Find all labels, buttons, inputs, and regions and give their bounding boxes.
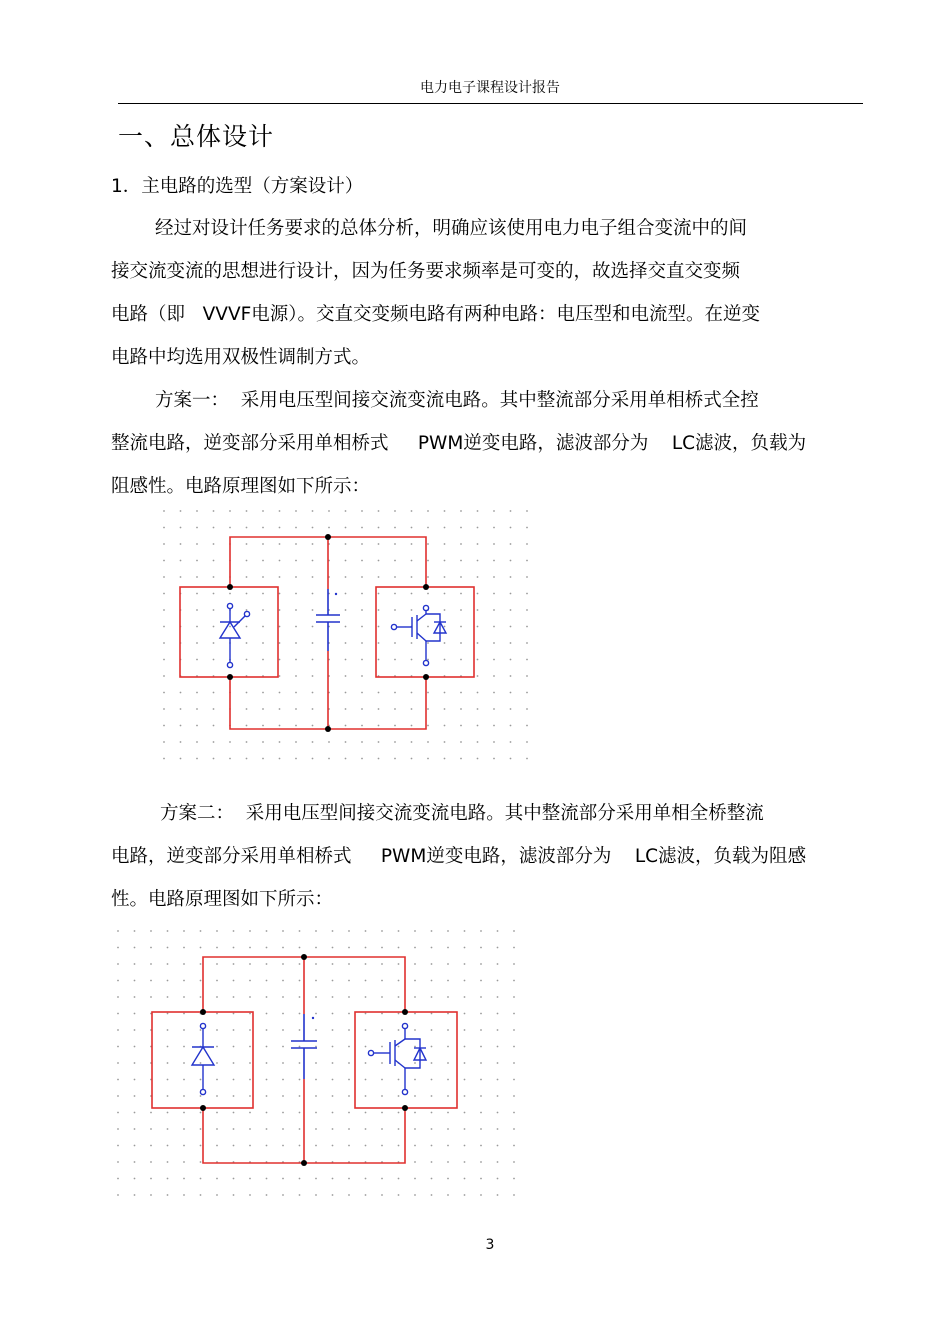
subsection-heading: 1．主电路的选型（方案设计） xyxy=(111,176,364,197)
scheme2-line: 性。电路原理图如下所示： xyxy=(111,889,334,910)
paragraph-line: 电路中均选用双极性调制方式。 xyxy=(111,347,371,368)
scheme2-line: 电路，逆变部分采用单相桥式 PWM逆变电路，滤波部分为 LC滤波，负载为阻感 xyxy=(111,846,807,867)
circuit-diagram-scheme1 xyxy=(158,505,530,773)
scheme1-line: 阻感性。电路原理图如下所示： xyxy=(111,476,371,497)
paragraph-line: 接交流变流的思想进行设计，因为任务要求频率是可变的，故选择交直交变频 xyxy=(111,261,741,282)
circuit-diagram-scheme2 xyxy=(112,925,517,1210)
header-rule xyxy=(118,103,863,104)
page-header: 电力电子课程设计报告 xyxy=(420,80,560,96)
paragraph-line: 电路（即 VVVF电源）。交直交变频电路有两种电路：电压型和电流型。在逆变 xyxy=(111,304,761,325)
page-number: 3 xyxy=(485,1237,495,1253)
scheme2-line: 方案二： 采用电压型间接交流变流电路。其中整流部分采用单相全桥整流 xyxy=(160,803,764,824)
scheme1-line: 整流电路，逆变部分采用单相桥式 PWM逆变电路，滤波部分为 LC滤波，负载为 xyxy=(111,433,807,454)
scheme1-line: 方案一： 采用电压型间接交流变流电路。其中整流部分采用单相桥式全控 xyxy=(155,390,759,411)
section-heading: 一、总体设计 xyxy=(118,122,275,151)
paragraph-line: 经过对设计任务要求的总体分析，明确应该使用电力电子组合变流中的间 xyxy=(155,218,748,239)
